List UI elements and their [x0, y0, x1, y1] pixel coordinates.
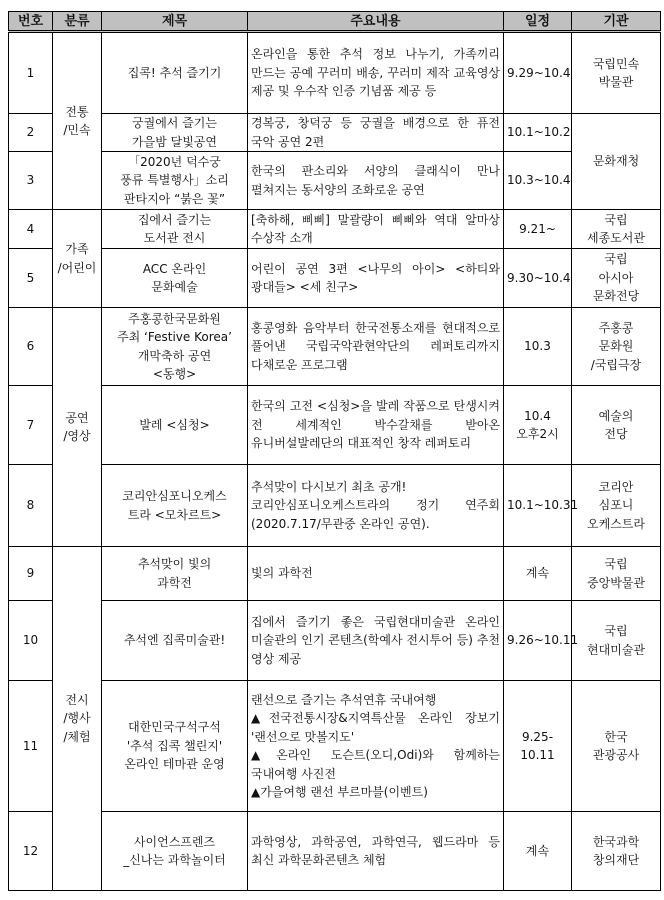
category-family: 가족 /어린이	[53, 210, 102, 308]
row-content: 한국의 고전 <심청>을 발레 작품으로 탄생시켜 전 세계적인 박수갈채를 받아온 유니버설발레단의 대표적인 창작 레퍼토리	[248, 386, 504, 465]
row-no: 2	[9, 114, 53, 152]
row-agency: 국립 아시아 문화전당	[572, 249, 661, 308]
row-content: 어린이 공연 3편 <나무의 아이> <하티와 광대들> <세 친구>	[248, 249, 504, 308]
row-agency: 한국과학 창의재단	[572, 812, 661, 891]
table-row	[9, 210, 661, 249]
row-no: 1	[9, 32, 53, 114]
category-performance: 공연 /영상	[53, 308, 102, 547]
row-content: 집에서 즐기기 좋은 국립현대미술관 온라인 미술관의 인기 콘텐츠(학예사 전시투어 등) 추천 영상 제공	[248, 601, 504, 681]
row-no: 4	[9, 210, 53, 249]
header-content: 주요내용	[248, 12, 504, 32]
row-title: 코리안심포니오케스 트라 <모차르트>	[102, 465, 248, 547]
category-exhibition: 전시 /행사 /체험	[53, 547, 102, 891]
row-schedule: 9.25-10.11	[504, 681, 572, 812]
row-agency: 코리안 심포니 오케스트라	[572, 465, 661, 547]
row-title: 추석맞이 빛의 과학전	[102, 547, 248, 601]
header-title: 제목	[102, 12, 248, 32]
table-row	[9, 547, 661, 601]
row-no: 12	[9, 812, 53, 891]
row-no: 8	[9, 465, 53, 547]
row-agency: 한국 관광공사	[572, 681, 661, 812]
row-no: 5	[9, 249, 53, 308]
category-traditional: 전통 /민속	[53, 32, 102, 210]
header-no: 번호	[9, 12, 53, 32]
row-agency: 주홍콩 문화원 /국립극장	[572, 308, 661, 386]
header-category: 분류	[53, 12, 102, 32]
row-agency: 문화재청	[572, 114, 661, 210]
row-schedule: 10.1~10.31	[504, 465, 572, 547]
row-schedule: 10.4 오후2시	[504, 386, 572, 465]
row-agency: 국립 세종도서관	[572, 210, 661, 249]
row-title: 발레 <심청>	[102, 386, 248, 465]
row-content: 온라인을 통한 추석 정보 나누기, 가족끼리 만드는 공예 꾸러미 배송, 꾸러미 제작 교육영상 제공 및 우수작 인증 기념품 제공 등	[248, 32, 504, 114]
row-no: 3	[9, 152, 53, 210]
table-row	[9, 152, 661, 210]
row-schedule: 9.26~10.11	[504, 601, 572, 681]
table-row	[9, 114, 661, 152]
row-content: 빛의 과학전	[248, 547, 504, 601]
row-schedule: 9.29~10.4	[504, 32, 572, 114]
row-schedule: 10.3	[504, 308, 572, 386]
event-schedule-table	[8, 11, 661, 891]
row-schedule: 9.30~10.4	[504, 249, 572, 308]
table-row	[9, 32, 661, 114]
table-row	[9, 308, 661, 386]
row-title: 집에서 즐기는 도서관 전시	[102, 210, 248, 249]
row-title: 「2020년 덕수궁 풍류 특별행사」소리 판타지아 “붉은 꽃”	[102, 152, 248, 210]
table-row	[9, 465, 661, 547]
header-row	[9, 12, 661, 32]
row-content: 한국의 판소리와 서양의 클래식이 만나 펼쳐지는 동서양의 조화로운 공연	[248, 152, 504, 210]
table-row	[9, 601, 661, 681]
table-row	[9, 681, 661, 812]
row-title: 사이언스프렌즈 _신나는 과학놀이터	[102, 812, 248, 891]
row-title: 주홍콩한국문화원 주최 ‘Festive Korea’ 개막축하 공연 <동행>	[102, 308, 248, 386]
row-schedule: 9.21~	[504, 210, 572, 249]
header-schedule: 일정	[504, 12, 572, 32]
row-no: 7	[9, 386, 53, 465]
row-title: ACC 온라인 문화예술	[102, 249, 248, 308]
row-agency: 국립 중앙박물관	[572, 547, 661, 601]
row-content: 추석맞이 다시보기 최초 공개! 코리안심포니오케스트라의 정기 연주회(2020.7.17/무관중 온라인 공연).	[248, 465, 504, 547]
row-content: 홍콩영화 음악부터 한국전통소재를 현대적으로 풀어낸 국립국악관현악단의 레퍼토리까지 다채로운 프로그램	[248, 308, 504, 386]
header-agency: 기관	[572, 12, 661, 32]
row-title: 집콕! 추석 즐기기	[102, 32, 248, 114]
row-schedule: 계속	[504, 812, 572, 891]
row-title: 대한민국구석구석 '추석 집콕 챌린지' 온라인 테마관 운영	[102, 681, 248, 812]
table-row	[9, 386, 661, 465]
row-no: 11	[9, 681, 53, 812]
row-title: 추석엔 집콕미술관!	[102, 601, 248, 681]
row-schedule: 10.3~10.4	[504, 152, 572, 210]
row-agency: 예술의 전당	[572, 386, 661, 465]
row-content: 과학영상, 과학공연, 과학연극, 웹드라마 등 최신 과학문화콘텐츠 체험	[248, 812, 504, 891]
row-content: [축하해, 삐삐] 말괄량이 삐삐와 역대 알마상 수상작 소개	[248, 210, 504, 249]
row-content: 랜선으로 즐기는 추석연휴 국내여행 ▲전국전통시장&지역특산물 온라인 장보기 '랜선으로 맛볼지도' ▲온라인 도슨트(오디,Odi)와 함께하는 국내여행 사진전 ▲가을여행 랜선 부르마블(이벤트)	[248, 681, 504, 812]
row-agency: 국립 현대미술관	[572, 601, 661, 681]
row-content: 경복궁, 창덕궁 등 궁궐을 배경으로 한 퓨전 국악 공연 2편	[248, 114, 504, 152]
table-row	[9, 812, 661, 891]
row-no: 10	[9, 601, 53, 681]
row-title: 궁궐에서 즐기는 가을밤 달빛공연	[102, 114, 248, 152]
row-no: 9	[9, 547, 53, 601]
row-no: 6	[9, 308, 53, 386]
row-agency: 국립민속 박물관	[572, 32, 661, 114]
row-schedule: 계속	[504, 547, 572, 601]
table-row	[9, 249, 661, 308]
row-schedule: 10.1~10.2	[504, 114, 572, 152]
